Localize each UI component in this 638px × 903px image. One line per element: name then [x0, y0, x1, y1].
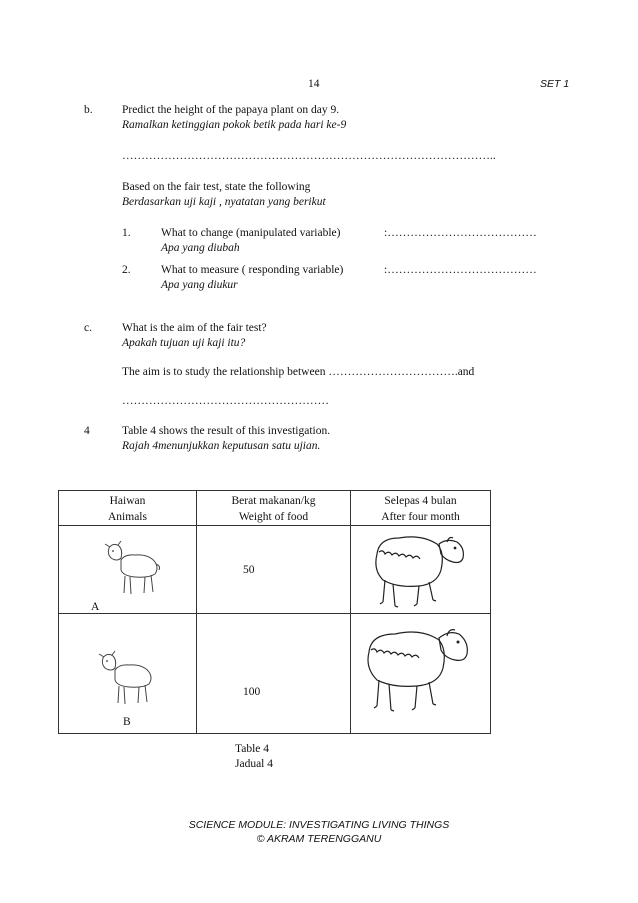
aim-answer-line[interactable]: ……………………………………………… [122, 395, 329, 407]
header-animals [59, 491, 197, 526]
item-1-en: What to change (manipulated variable) [161, 227, 341, 239]
table-row [59, 614, 491, 734]
large-sheep-icon [363, 622, 473, 714]
header-animals-ms: Haiwan [109, 495, 146, 507]
question-b-ms: Ramalkan ketinggian pokok betik pada hari ke-9 [122, 119, 347, 131]
animal-b-cell [59, 614, 197, 734]
result-b-cell [351, 614, 491, 734]
fair-test-en: Based on the fair test, state the following [122, 181, 311, 193]
table-caption-en: Table 4 [235, 743, 270, 755]
question-4-ms: Rajah 4menunjukkan keputusan satu ujian. [122, 440, 321, 452]
question-c-letter: c. [84, 322, 92, 334]
question-c-en: What is the aim of the fair test? [122, 322, 267, 334]
result-a-cell [351, 526, 491, 614]
small-sheep-icon [101, 538, 163, 598]
set-label: SET 1 [540, 78, 570, 90]
item-1-ms: Apa yang diubah [161, 242, 240, 254]
header-weight-en: Weight of food [238, 511, 309, 523]
item-2-en: What to measure ( responding variable) [161, 264, 344, 276]
animal-a-cell [59, 526, 197, 614]
header-after [351, 491, 491, 526]
header-weight-ms: Berat makanan/kg [231, 495, 316, 507]
fair-test-ms: Berdasarkan uji kaji , nyatatan yang berikut [122, 196, 326, 208]
weight-a-cell [197, 526, 351, 614]
weight-b-value: 100 [243, 686, 261, 698]
weight-a-value: 50 [243, 564, 255, 576]
table-row [59, 526, 491, 614]
results-table [58, 490, 491, 734]
footer-title: SCIENCE MODULE: INVESTIGATING LIVING THINGS [188, 819, 450, 831]
question-b-en: Predict the height of the papaya plant on day 9. [122, 104, 340, 116]
item-2-ms: Apa yang diukur [161, 279, 238, 291]
animal-a-label: A [91, 601, 100, 613]
footer-copyright: © AKRAM TERENGGANU [256, 833, 382, 845]
aim-text: The aim is to study the relationship between …………………………….and [122, 366, 475, 378]
table-caption-ms: Jadual 4 [235, 758, 274, 770]
small-sheep-icon [95, 646, 157, 708]
question-b-letter: b. [84, 104, 93, 116]
question-4-en: Table 4 shows the result of this investigation. [122, 425, 331, 437]
item-1-blank[interactable]: :………………………………… [384, 227, 537, 239]
page-number: 14 [308, 78, 320, 90]
answer-line-b[interactable]: …………………………………………………………………………………….. [122, 150, 496, 162]
large-sheep-icon [369, 530, 469, 610]
table-header-row [59, 491, 491, 526]
question-4-number: 4 [84, 425, 90, 437]
header-after-en: After four month [381, 511, 460, 523]
item-2-blank[interactable]: :………………………………… [384, 264, 537, 276]
header-animals-en: Animals [108, 511, 147, 523]
item-2-number: 2. [122, 264, 131, 276]
question-c-ms: Apakah tujuan uji kaji itu? [122, 337, 246, 349]
animal-b-label: B [123, 716, 131, 728]
header-weight [197, 491, 351, 526]
weight-b-cell [197, 614, 351, 734]
item-1-number: 1. [122, 227, 131, 239]
header-after-ms: Selepas 4 bulan [384, 495, 457, 507]
